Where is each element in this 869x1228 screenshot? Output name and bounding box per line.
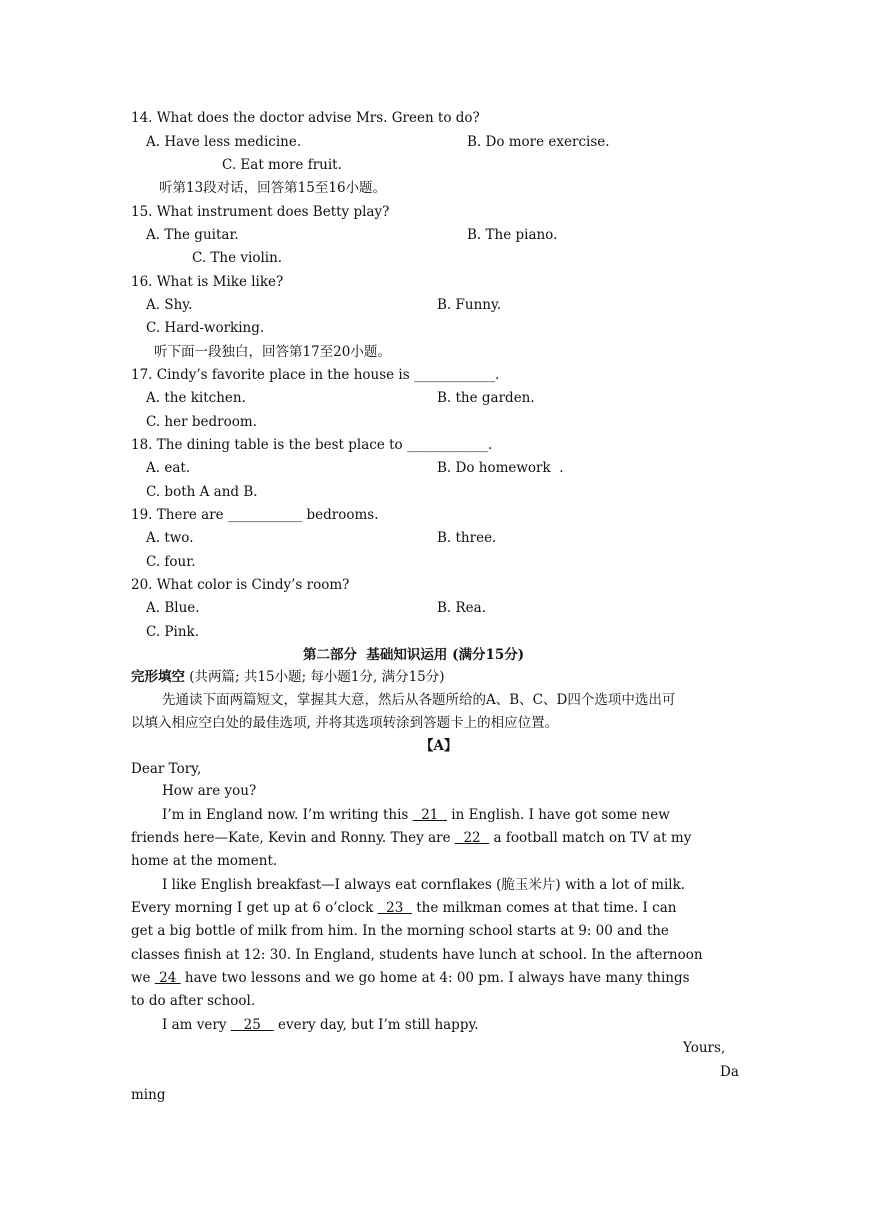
q17-option-a: A. the kitchen. (146, 390, 246, 406)
cloze-header (131, 668, 445, 686)
letter-p3 (162, 1016, 479, 1034)
letter-signature-part2: ming (131, 1087, 166, 1103)
q14-option-a: A. Have less medicine. (146, 134, 302, 150)
q17-option-b: B. the garden. (437, 390, 535, 406)
q19-option-a: A. two. (146, 530, 194, 546)
blank-21: 21 (412, 807, 447, 823)
letter-p1-line2 (131, 829, 691, 847)
cloze-instruction-line1: 先通读下面两篇短文，掌握其大意，然后从各题所给的A、B、C、D四个选项中选出可 (162, 692, 676, 708)
q17-stem: 17. Cindy’s favorite place in the house is ____________. (131, 367, 500, 383)
letter-p2-line4: classes finish at 12: 30. In England, students have lunch at school. In the afternoon (131, 947, 703, 963)
q15-stem: 15. What instrument does Betty play? (131, 204, 390, 220)
q20-option-c: C. Pink. (146, 624, 199, 640)
letter-text: we (131, 970, 155, 986)
q14-stem: 14. What does the doctor advise Mrs. Green to do? (131, 110, 480, 126)
letter-p2-line2 (131, 899, 676, 917)
q15-option-c: C. The violin. (192, 250, 283, 266)
q16-option-b: B. Funny. (437, 297, 502, 313)
letter-closing: Yours, (683, 1040, 726, 1056)
letter-signature-part1: Da (720, 1064, 739, 1080)
q19-stem: 19. There are ___________ bedrooms. (131, 507, 379, 523)
letter-text: in English. I have got some new (446, 807, 670, 823)
listening-instruction-13: 听第13段对话，回答第15至16小题。 (159, 180, 387, 196)
q19-option-b: B. three. (437, 530, 497, 546)
q18-stem: 18. The dining table is the best place to ____________. (131, 437, 493, 453)
letter-p1-line3: home at the moment. (131, 853, 278, 869)
letter-p2-line6: to do after school. (131, 993, 256, 1009)
section-a-heading: 【A】 (420, 738, 458, 754)
letter-p1-line1 (162, 806, 670, 824)
letter-text: the milkman comes at that time. I can (411, 900, 677, 916)
letter-text: every day, but I’m still happy. (273, 1017, 479, 1033)
blank-24: 24 (154, 970, 181, 986)
part2-heading: 第二部分 基础知识运用 (满分15分) (303, 647, 525, 663)
cloze-title: 完形填空 (131, 669, 185, 685)
q17-option-c: C. her bedroom. (146, 414, 257, 430)
q20-option-a: A. Blue. (146, 600, 200, 616)
letter-p2-line1: I like English breakfast—I always eat cornflakes (脆玉米片) with a lot of milk. (162, 877, 686, 893)
listening-instruction-monologue: 听下面一段独白，回答第17至20小题。 (154, 344, 391, 360)
letter-how-are-you: How are you? (162, 783, 257, 799)
letter-p2-line3: get a big bottle of milk from him. In the morning school starts at 9: 00 and the (131, 923, 669, 939)
letter-text: friends here—Kate, Kevin and Ronny. They are (131, 830, 455, 846)
letter-text: I am very (162, 1017, 231, 1033)
letter-text: I’m in England now. I’m writing this (162, 807, 413, 823)
letter-text: have two lessons and we go home at 4: 00 pm. I always have many things (180, 970, 690, 986)
q18-option-b: B. Do homework . (437, 460, 564, 476)
q18-option-a: A. eat. (146, 460, 191, 476)
letter-text: a football match on TV at my (489, 830, 692, 846)
cloze-note: (共两篇; 共15小题; 每小题1分, 满分15分) (185, 669, 445, 685)
blank-22: 22 (454, 830, 490, 846)
q14-option-b: B. Do more exercise. (467, 134, 610, 150)
q20-stem: 20. What color is Cindy’s room? (131, 577, 350, 593)
q19-option-c: C. four. (146, 554, 196, 570)
q15-option-a: A. The guitar. (146, 227, 239, 243)
letter-greeting: Dear Tory, (131, 761, 202, 777)
letter-p2-line5 (131, 969, 690, 987)
q18-option-c: C. both A and B. (146, 484, 258, 500)
cloze-instruction-line2: 以填入相应空白处的最佳选项, 并将其选项转涂到答题卡上的相应位置。 (131, 715, 559, 731)
q16-option-a: A. Shy. (146, 297, 193, 313)
q15-option-b: B. The piano. (467, 227, 558, 243)
q16-stem: 16. What is Mike like? (131, 274, 284, 290)
blank-25: 25 (230, 1017, 274, 1033)
q14-option-c: C. Eat more fruit. (222, 157, 342, 173)
blank-23: 23 (377, 900, 412, 916)
q16-option-c: C. Hard-working. (146, 320, 265, 336)
letter-text: Every morning I get up at 6 o’clock (131, 900, 378, 916)
q20-option-b: B. Rea. (437, 600, 486, 616)
